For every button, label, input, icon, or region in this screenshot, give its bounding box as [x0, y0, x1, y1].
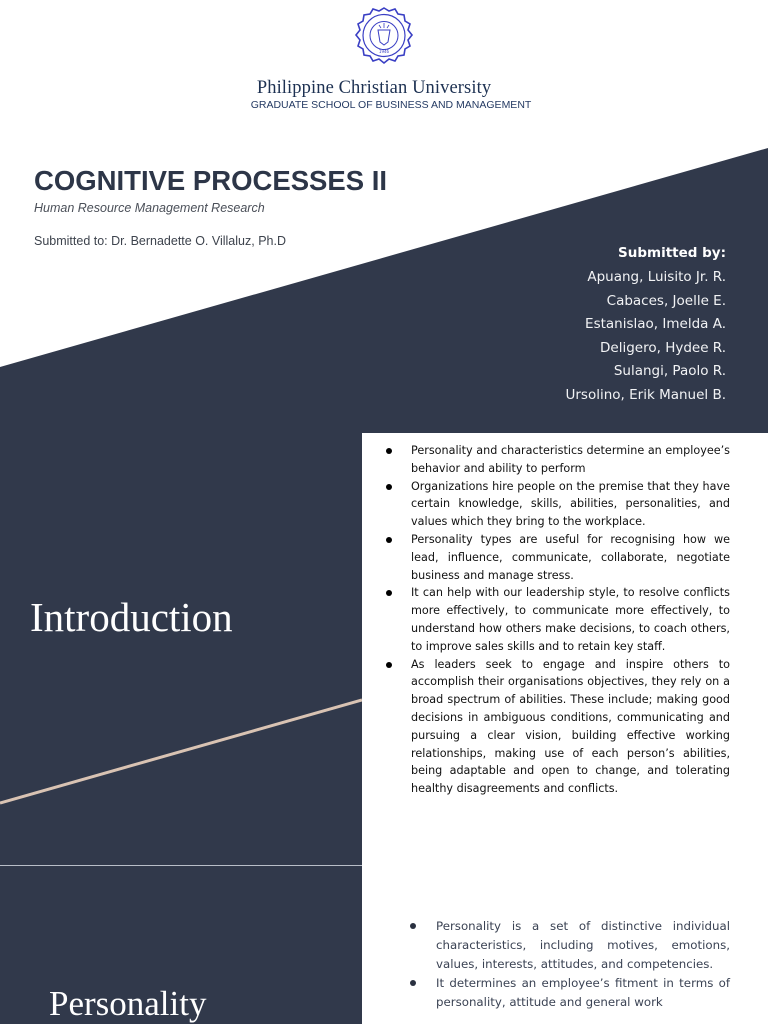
introduction-content-panel — [362, 433, 768, 865]
member-name: Cabaces, Joelle E. — [606, 292, 726, 309]
bullet-dot-icon — [386, 537, 392, 543]
personality-slide — [0, 866, 768, 1024]
submitted-to: Submitted to: Dr. Bernadette O. Villaluz, Ph.D — [34, 234, 286, 248]
university-name: Philippine Christian University — [256, 78, 492, 98]
personality-heading: Personality — [49, 984, 207, 1023]
bullet-item: Personality and characteristics determine an employee’s behavior and ability to perform — [384, 442, 730, 478]
svg-text:1946: 1946 — [378, 49, 390, 54]
bullet-item: It determines an employee’s fitment in terms of personality, attitude and general work — [408, 974, 730, 1012]
member-name: Ursolino, Erik Manuel B. — [565, 386, 726, 403]
bullet-item: Personality is a set of distinctive individual characteristics, including motives, emotions, values, interests, attitudes, and competencies. — [408, 917, 730, 974]
document-subtitle: Human Resource Management Research — [34, 201, 265, 215]
member-name: Estanislao, Imelda A. — [585, 316, 726, 332]
bullet-item: As leaders seek to engage and inspire others to accomplish their organisations objectives, they rely on a broad spectrum of abilities. These include; making good decisions in ambiguous conditions, communicating and pursuing a clear vision, building effective working relationships, making use of each person’s abilities, being adaptable and open to change, and tolerating healthy disagreements and conflicts. — [384, 656, 730, 798]
introduction-slide — [0, 433, 768, 865]
member-name: Apuang, Luisito Jr. R. — [587, 269, 726, 285]
accent-diagonal-line — [0, 433, 362, 865]
bullet-dot-icon — [410, 980, 416, 986]
submitted-by-heading: Submitted by: — [618, 245, 726, 261]
bullet-item: It can help with our leadership style, to resolve conflicts more effectively, to communicate more effectively, to understand how others make decisions, to coach others, to improve sales skills and to retain key staff. — [384, 584, 730, 655]
bullet-dot-icon — [386, 448, 392, 454]
bullet-dot-icon — [386, 484, 392, 490]
bullet-item: Organizations hire people on the premise that they have certain knowledge, skills, abilities, personalities, and values which they bring to the workplace. — [384, 478, 730, 531]
introduction-bullet-list — [384, 442, 730, 798]
personality-title-panel — [0, 866, 362, 1024]
personality-content-panel — [362, 866, 768, 1024]
document-title: COGNITIVE PROCESSES II — [34, 165, 387, 196]
personality-bullet-list — [408, 917, 730, 1012]
university-seal-icon — [351, 6, 417, 66]
introduction-title-panel — [0, 433, 362, 865]
member-name: Sulangi, Paolo R. — [613, 363, 726, 379]
member-name: Deligero, Hydee R. — [600, 339, 726, 356]
bullet-dot-icon — [386, 590, 392, 596]
university-subtitle: GRADUATE SCHOOL OF BUSINESS AND MANAGEMENT — [250, 99, 532, 111]
bullet-item: Personality types are useful for recognising how we lead, influence, communicate, collaborate, negotiate business and manage stress. — [384, 531, 730, 584]
cover-slide — [0, 0, 768, 433]
bullet-dot-icon — [410, 923, 416, 929]
submitted-by-block — [566, 243, 727, 407]
introduction-heading: Introduction — [30, 594, 233, 640]
bullet-dot-icon — [386, 662, 392, 668]
